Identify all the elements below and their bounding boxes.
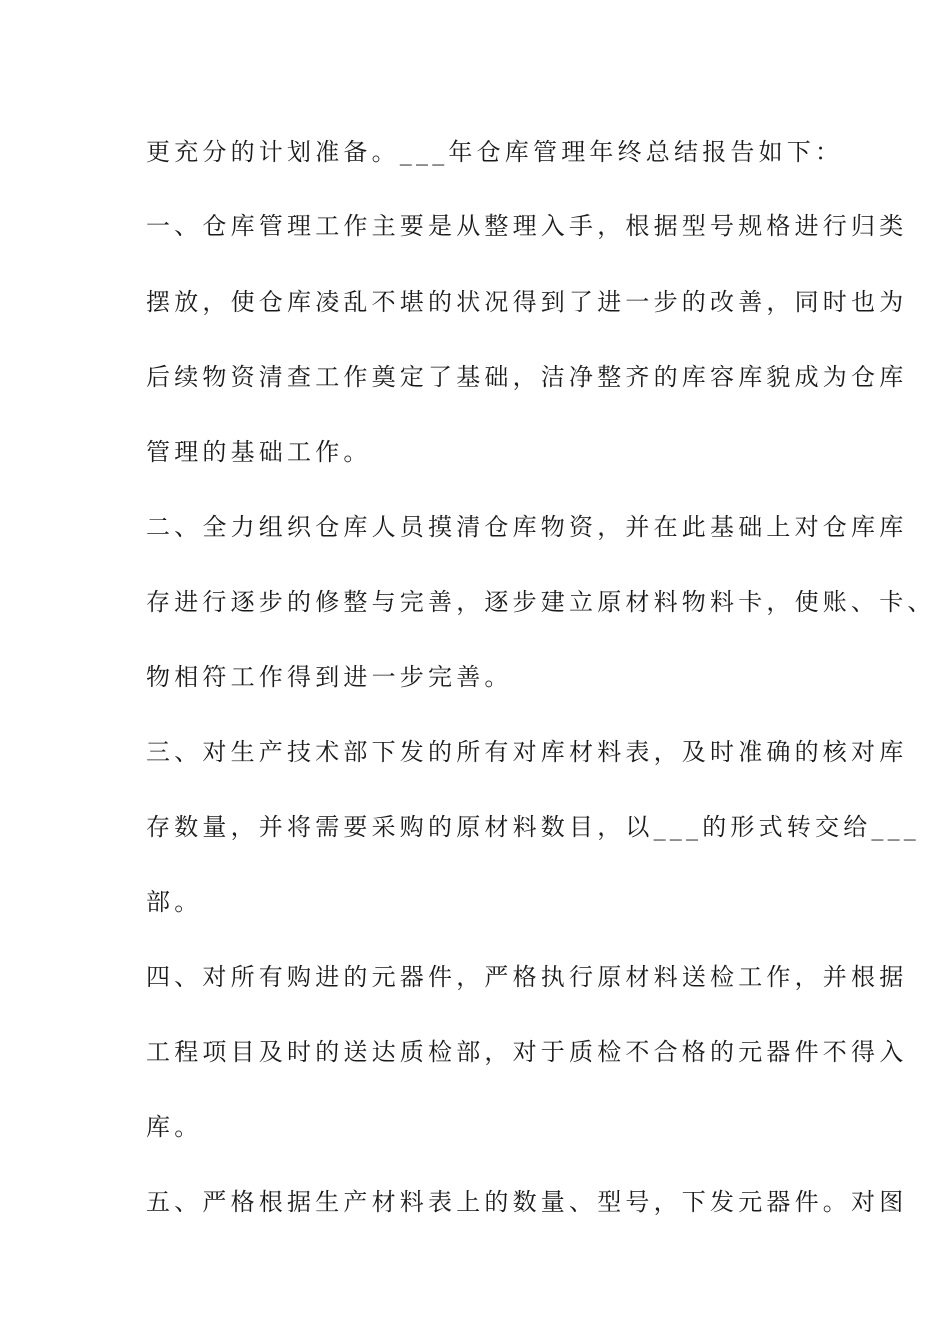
section-1-heading-line: 一、仓库管理工作主要是从整理入手，根据型号规格进行归类 <box>146 212 908 240</box>
section-4-heading-line: 四、对所有购进的元器件，严格执行原材料送检工作，并根据 <box>146 963 908 991</box>
text-line: 存进行逐步的修整与完善，逐步建立原材料物料卡，使账、卡、 <box>146 588 936 616</box>
text-line: 摆放，使仓库凌乱不堪的状况得到了进一步的改善，同时也为 <box>146 288 908 316</box>
text-line: 部。 <box>146 888 203 916</box>
section-3-heading-line: 三、对生产技术部下发的所有对库材料表，及时准确的核对库 <box>146 738 908 766</box>
text-line: 存数量，并将需要采购的原材料数目，以___的形式转交给___ <box>146 813 920 841</box>
text-line: 后续物资清查工作奠定了基础，洁净整齐的库容库貌成为仓库 <box>146 363 908 391</box>
section-2-heading-line: 二、全力组织仓库人员摸清仓库物资，并在此基础上对仓库库 <box>146 513 908 541</box>
text-line: 库。 <box>146 1113 203 1141</box>
text-line: 管理的基础工作。 <box>146 438 372 466</box>
text-line: 更充分的计划准备。___年仓库管理年终总结报告如下： <box>146 138 844 166</box>
section-5-heading-line: 五、严格根据生产材料表上的数量、型号，下发元器件。对图 <box>146 1188 908 1216</box>
text-line: 工程项目及时的送达质检部，对于质检不合格的元器件不得入 <box>146 1038 908 1066</box>
text-line: 物相符工作得到进一步完善。 <box>146 663 513 691</box>
